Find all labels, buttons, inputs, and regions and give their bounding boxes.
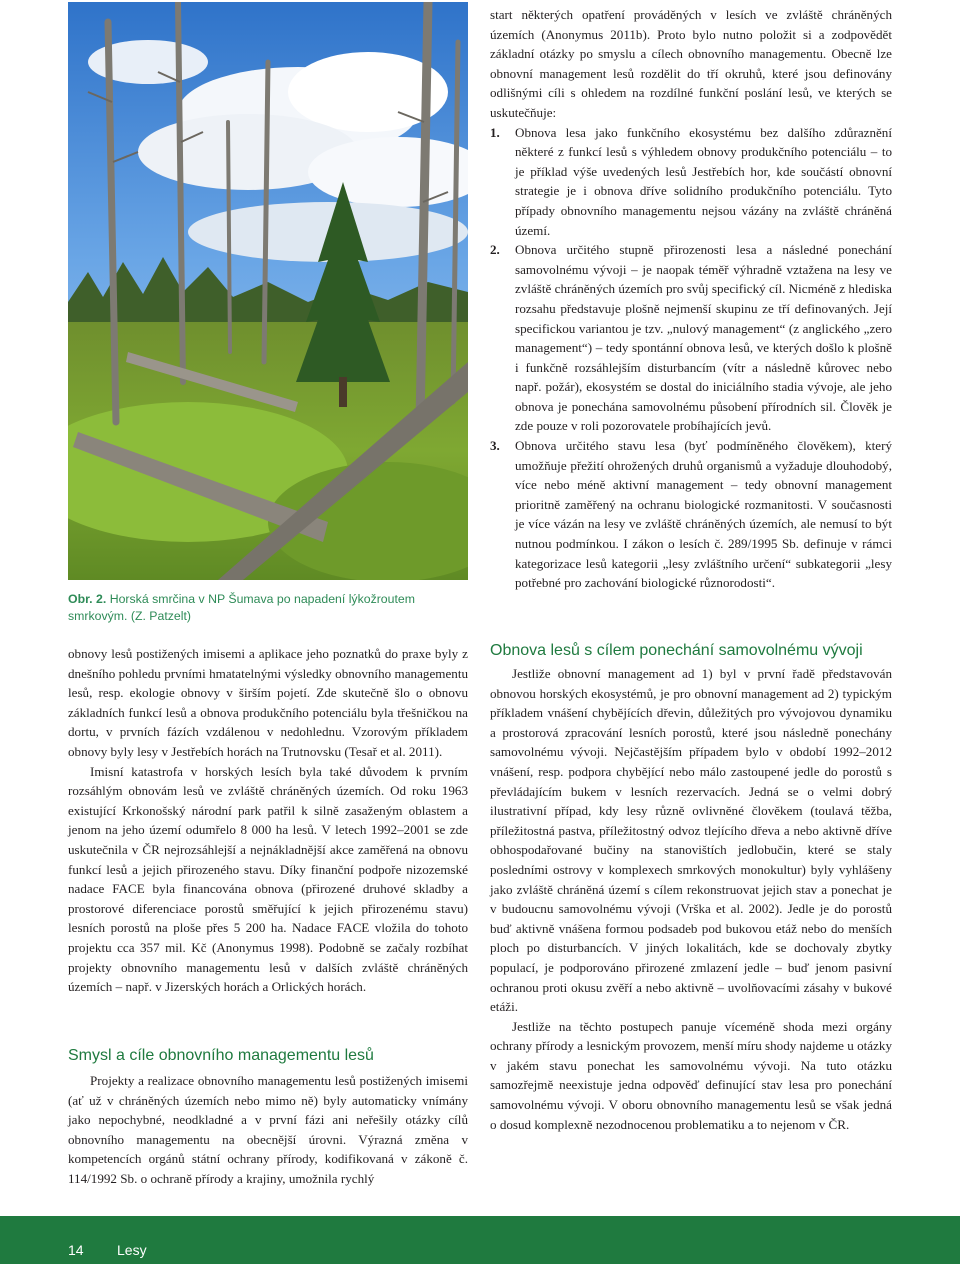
right-paragraph-1: start některých opatření prováděných v lesích ve zvláště chráněných územích (Anonymus 2011b). Proto bylo nutno položit si a zodpovědět základní otázky po smyslu a cílech obnovního managementu. Obecně lze obnovní management lesů rozdělit do tří okruhů, které jsou definovány odlišnými cíli s ohledem na rozdílné funkční poslání lesů, ve kterých se uskutečňuje: xyxy=(490,7,892,120)
figure-caption-text: Horská smrčina v NP Šumava po napadení lýkožroutem smrkovým. (Z. Patzelt) xyxy=(68,592,415,623)
right-column xyxy=(490,5,892,593)
forest-photo xyxy=(68,2,468,580)
list-item xyxy=(490,123,892,241)
list-text: Obnova určitého stupně přirozenosti lesa a následné ponechání samovolnému vývoji – je naopak téměř výhradně vztažena na lesy ve zvláště chráněných územích pro svůj specifický cíl. Nicméně z hlediska rozsahu představuje plošně nejmenší skupinu ze tří definovaných. Její specifickou variantou je tzv. „nulový management“ (z anglického „zero management“) – tedy spontánní obnova lesů, ve kterých došlo k plošně i funkčně rozsáhlejším disturbancím (vítr a následně kůrovec nebo např. požár), ekosystém se dostal do iniciálního stadia vývoje, ale jeho obnova je ponechána samovolnému působení přírodních sil. Člověk je zde pouze v roli pozorovatele probíhajících jevů. xyxy=(515,242,892,434)
left-paragraph-1: obnovy lesů postižených imisemi a aplikace jeho poznatků do praxe byly z dnešního pohledu prvními hmatatelnými výsledky obnovního managementu lesů, resp. ekologie obnovy v širším pojetí. Zde skutečně šlo o obnovu základních funkcí lesů a obnova produkčního potenciálu byla třešničkou na dortu, v prvních fázích vzdálenou v nedohlednu. Vzorovým příkladem obnovy byly lesy v Jestřebích horách na Trutnovsku (Tesař et al. 2011). xyxy=(68,646,468,759)
list-text: Obnova lesa jako funkčního ekosystému bez dalšího zdůraznění některé z funkcí lesů s výhledem obnovy produkčního potenciálu – to je příklad výše uvedených lesů Jestřebích hor, kde součástí obnovní strategie je i obnova dříve solidního produkčního potenciálu. Tyto případy obnovního managementu nejsou vázány na zvláště chráněná území. xyxy=(515,124,892,238)
list-number: 3. xyxy=(490,438,500,454)
list-text: Obnova určitého stavu lesa (byť podmíněného člověkem), který umožňuje přežití ohrožených druhů organismů a vyžaduje dlouhodobý, více nebo méně aktivní management – tedy obnovní management prioritně zaměřený na ochranu biologické rozmanitosti. V současnosti je více vázán na lesy ve zvláště chráněných územích, ale nemusí to být nutnou podmínkou. I zákon o lesích č. 289/1995 Sb. definuje v rámci kategorizace lesů kategorii „lesy zvláštního určení“ subkategorii „lesy potřebné pro zachování biologické různorodosti“. xyxy=(515,438,892,591)
section-heading-smysl: Smysl a cíle obnovního managementu lesů xyxy=(68,1047,374,1064)
right-paragraph-2: Jestliže obnovní management ad 1) byl v první řadě představován obnovou horských ekosystémů, je pro obnovní management ad 2) typickým příkladem vnášení chybějících dřevin, důležitých pro vývojovou dynamiku a prostorová zpracování lesních porostů, které jsou následně ponechány samovolnému vývoji. Nejčastějším případem bylo v období 1992–2012 vnášení, resp. podpora chybějící nebo málo zastoupené jedle do porostů s převládajícím bukem v lesních rezervacích. Jedná se o velmi dobrý ilustrativní případ, kdy lesy různě ovlivněné člověkem (toulavá těžba, příležitostná pastva, příležitostný odvoz tlejícího dřeva a nebo aktivně dříve obhospodařované bučiny na stanovištích jedlobučin, které se staly posledními ostrovy v komplexech smrkových monokultur) byly vyhlášeny jako zvláště chráněná území s cílem rekonstruovat jejich stav a ponechat je v budoucnu samovolnému vývoji (Vrška et al. 2002). Jedle je do porostů buď aktivně vnášena formou podsadeb pod bukovou etáž nebo do menších ploch po disturbancích. V jiných lokalitách, kde se dochovaly zbytky populací, je podporováno přirozené zmlazení jedle – buď jenom pasivní ochranou proti okusu zvěří a nebo aktivně – uvolňovacími zásahy v bukové etáži. xyxy=(490,666,892,1015)
left-paragraph-3: Projekty a realizace obnovního managementu lesů postižených imisemi (ať už v chráněných územích nebo mimo ně) byly automaticky vnímány jako nepochybné, neodkladné a v první fázi ani neřešily otázky cílů obnovního managementu na obecnější úrovni. Výrazná změna v kompetencích orgánů státní ochrany přírody, kodifikovaná v zákoně č. 114/1992 Sb. o ochraně přírody a krajiny, umožnila rychlý xyxy=(68,1073,468,1186)
page-number: 14 xyxy=(68,1242,84,1258)
list-number: 2. xyxy=(490,242,500,258)
section-heading-obnova: Obnova lesů s cílem ponechání samovolnému vývoji xyxy=(490,642,863,659)
left-column xyxy=(68,644,468,997)
left-paragraph-2: Imisní katastrofa v horských lesích byla také důvodem k prvním rozsáhlým obnovám lesů ve zvláště chráněných územích. Od roku 1963 existující Krkonošský národní park patřil k silně zasaženým oblastem a jenom na jeho území odumřelo 8 000 ha lesů. V letech 1992–2001 se zde uskutečnila v ČR nejrozsáhlejší a nejnákladnější akce zaměřená na obnovu funkcí lesů a jejich přirozeného stavu. Díky finanční podpoře nizozemské nadace FACE byla financována obnova (přirozené druhové skladby a prostorové diferenciace porostů směřující k jejich přirozenému stavu) lesních porostů na ploše přes 5 200 ha. Nadace FACE vložila do tohoto projektu cca 357 mil. Kč (Anonymus 1998). Podobně se začaly rozbíhat projekty obnovního managementu lesů v dalších zvláště chráněných územích – např. v Jizerských horách a Orlických horách. xyxy=(68,763,468,995)
list-number: 1. xyxy=(490,124,500,140)
list-item xyxy=(490,436,892,593)
list-item xyxy=(490,240,892,436)
right-column-lower xyxy=(490,664,892,1134)
magazine-name: Lesy xyxy=(117,1242,147,1258)
right-paragraph-3: Jestliže na těchto postupech panuje víceméně shoda mezi orgány ochrany přírody a lesnickým provozem, menší míru shody najdeme u otázky v jakém stavu ponechat les samovolnému vývoji. Na tuto otázku samozřejmě neexistuje jedna odpověď definující stav lesa pro ponechání samovolnému vývoji. V oboru obnovního managementu lesů se však jedná o dosud komplexně nezodnocenou problematiku a to nejenom v ČR. xyxy=(490,1018,892,1132)
figure-caption xyxy=(68,591,468,625)
page-footer xyxy=(0,1216,960,1264)
management-list xyxy=(490,123,892,593)
left-column-lower xyxy=(68,1071,468,1189)
figure-label: Obr. 2. xyxy=(68,592,107,606)
